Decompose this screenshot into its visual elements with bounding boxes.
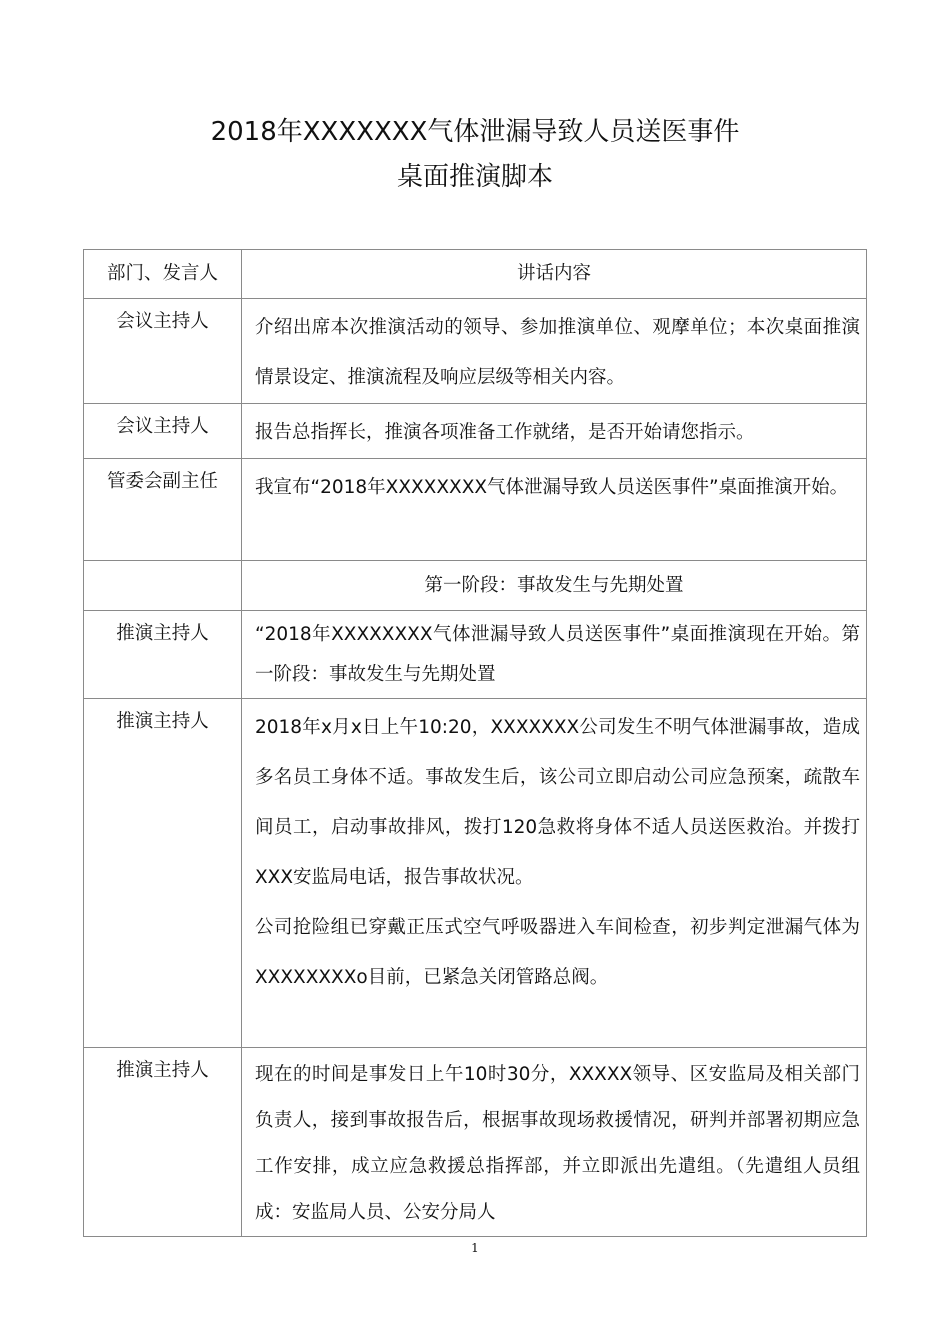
content-cell	[242, 611, 867, 699]
table-row	[84, 299, 867, 404]
content-cell	[242, 1048, 867, 1237]
speaker-cell: 会议主持人	[84, 404, 242, 459]
speaker-cell: 会议主持人	[84, 299, 242, 404]
speaker-cell: 推演主持人	[84, 1048, 242, 1237]
section-heading: 第一阶段：事故发生与先期处置	[242, 561, 867, 611]
content-paragraph: “2018年XXXXXXXX气体泄漏导致人员送医事件”桌面推演现在开始。第一阶段：事故发生与先期处置	[255, 624, 860, 685]
document-subtitle: 桌面推演脚本	[396, 162, 553, 192]
speaker-cell	[84, 561, 242, 611]
content-cell	[242, 699, 867, 1048]
content-paragraph: 2018年x月x日上午10:20，XXXXXXX公司发生不明气体泄漏事故，造成多名员工身体不适。事故发生后，该公司立即启动公司应急预案，疏散车间员工，启动事故排风，拨打120急救将身体不适人员送医救治。并拨打XXX安监局电话，报告事故状况。	[255, 717, 860, 888]
content-cell	[242, 459, 867, 561]
content-paragraph: 现在的时间是事发日上午10时30分，XXXXX领导、区安监局及相关部门负责人，接到事故报告后，根据事故现场救援情况，研判并部署初期应急工作安排，成立应急救援总指挥部，并立即派出先遣组。（先遣组人员组成：安监局人员、公安分局人	[255, 1064, 860, 1223]
document-title: 2018年XXXXXXX气体泄漏导致人员送医事件	[210, 117, 740, 147]
table-header-row	[84, 250, 867, 299]
content-cell	[242, 404, 867, 459]
speaker-cell: 管委会副主任	[84, 459, 242, 561]
header-speaker: 部门、发言人	[84, 250, 242, 299]
table-row	[84, 404, 867, 459]
content-paragraph: 报告总指挥长，推演各项准备工作就绪，是否开始请您指示。	[255, 422, 755, 443]
speaker-cell: 推演主持人	[84, 611, 242, 699]
table-row	[84, 561, 867, 611]
content-cell	[242, 299, 867, 404]
script-table	[83, 249, 867, 1237]
page-number: 1	[471, 1241, 479, 1255]
content-paragraph: 我宣布“2018年XXXXXXXX气体泄漏导致人员送医事件”桌面推演开始。	[255, 477, 849, 498]
speaker-cell: 推演主持人	[84, 699, 242, 1048]
content-paragraph: 公司抢险组已穿戴正压式空气呼吸器进入车间检查，初步判定泄漏气体为XXXXXXXXo目前，已紧急关闭管路总阀。	[255, 917, 860, 988]
table-row	[84, 459, 867, 561]
table-row	[84, 611, 867, 699]
table-row	[84, 1048, 867, 1237]
table-row	[84, 699, 867, 1048]
content-paragraph: 介绍出席本次推演活动的领导、参加推演单位、观摩单位；本次桌面推演情景设定、推演流程及响应层级等相关内容。	[255, 317, 860, 388]
header-content: 讲话内容	[242, 250, 867, 299]
